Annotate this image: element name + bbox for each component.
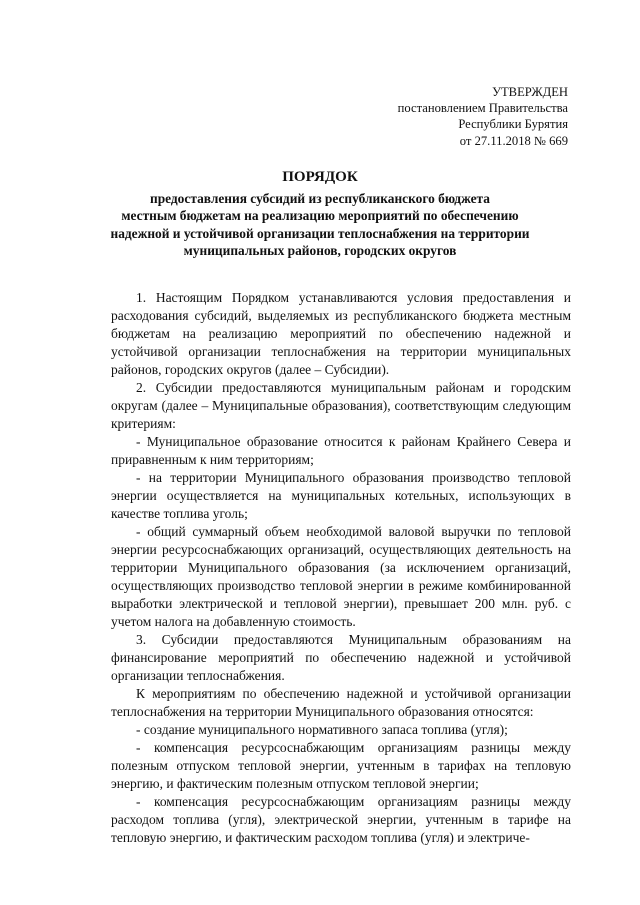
paragraph-1: 1. Настоящим Порядком устанавливаются условия предоставления и расходования субсидий, выделяемых из республиканского бюджета местным бюджетам на реализацию мероприятий по обеспечению надежной и устойчивой организации теплоснабжения на территории муниципальных районов, городских округов (далее – Субсидии). <box>111 290 571 377</box>
subtitle-line-4: муниципальных районов, городских округов <box>183 243 457 259</box>
paragraph-2: 2. Субсидии предоставляются муниципальным районам и городским округам (далее – Муниципальные образования), соответствующим следующим критериям: <box>111 380 571 431</box>
measure-3: - компенсация ресурсоснабжающим организациям разницы между расходом топлива (угля), электрической энергии, учтенным в тарифе на тепловую энергию, и фактическим расходом топлива (угля) и электриче- <box>111 794 571 845</box>
title-main: ПОРЯДОК <box>282 169 358 185</box>
criterion-3: - общий суммарный объем необходимой валовой выручки по тепловой энергии ресурсоснабжающих организаций, осуществляющих деятельность на территории Муниципального образования (за исключением организаций, осуществляющих производство тепловой энергии в режиме комбинированной выработки электрической и тепловой энергии), превышает 200 млн. руб. с учетом налога на добавленную стоимость. <box>111 524 571 629</box>
measures-intro: К мероприятиям по обеспечению надежной и устойчивой организации теплоснабжения на территории Муниципального образования относятся: <box>111 686 571 719</box>
measure-2: - компенсация ресурсоснабжающим организациям разницы между полезным отпуском тепловой энергии, учтенным в тарифах на тепловую энергию, и фактическим полезным отпуском тепловой энергии; <box>111 740 571 791</box>
criterion-1: - Муниципальное образование относится к районам Крайнего Севера и приравненным к ним территориям; <box>111 434 571 467</box>
title-subtitle <box>0 190 640 260</box>
subtitle-line-1: предоставления субсидий из республиканского бюджета <box>149 191 490 206</box>
approval-stamp <box>398 84 568 149</box>
approval-line-1: УТВЕРЖДЕН <box>492 85 568 99</box>
subtitle-line-3: надежной и устойчивой организации теплоснабжения на территории <box>110 225 530 241</box>
approval-line-2: постановлением Правительства <box>397 101 568 116</box>
document-title <box>0 166 640 260</box>
approval-line-3: Республики Бурятия <box>458 117 568 132</box>
subtitle-line-2: местным бюджетам на реализацию мероприятий по обеспечению <box>121 208 519 224</box>
paragraph-3: 3. Субсидии предоставляются Муниципальным образованиям на финансирование мероприятий по обеспечению надежной и устойчивой организации теплоснабжения. <box>111 632 571 683</box>
approval-line-4: от 27.11.2018 № 669 <box>459 133 568 148</box>
document-body <box>111 289 571 847</box>
measure-1: - создание муниципального нормативного запаса топлива (угля); <box>136 722 508 737</box>
criterion-2: - на территории Муниципального образования производство тепловой энергии осуществляется на муниципальных котельных, использующих в качестве топлива уголь; <box>111 470 571 521</box>
